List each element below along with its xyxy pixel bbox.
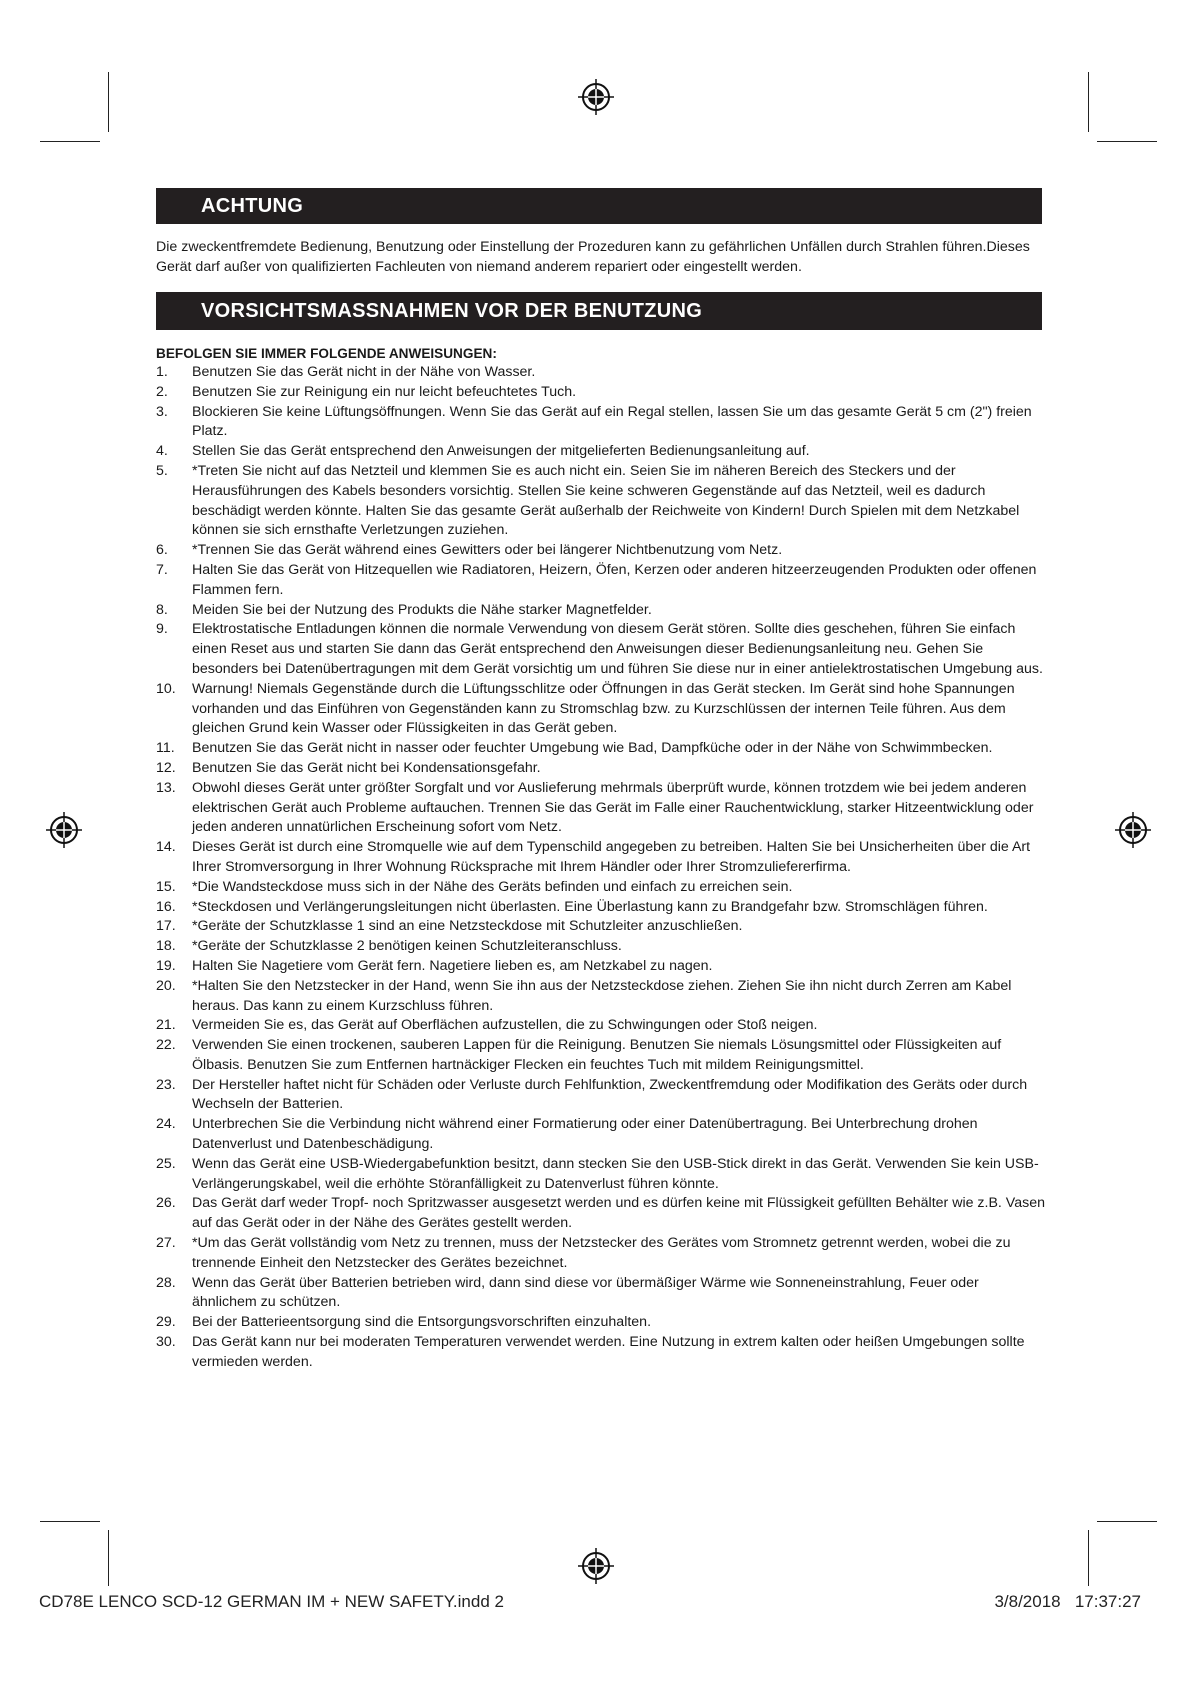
list-item-number: 30.	[156, 1334, 176, 1351]
list-item-text: *Steckdosen und Verlängerungsleitungen nicht überlasten. Eine Überlastung kann zu Brandgefahr bzw. Stromschlägen führen.	[192, 898, 988, 915]
list-item-number: 25.	[156, 1155, 176, 1172]
list-item-number: 19.	[156, 957, 176, 974]
list-item	[156, 977, 1046, 1017]
list-item-number: 16.	[156, 898, 176, 915]
list-item	[156, 462, 1046, 541]
list-item-number: 14.	[156, 839, 176, 856]
list-item-text: *Die Wandsteckdose muss sich in der Nähe des Geräts befinden und einfach zu erreichen sein.	[192, 878, 793, 895]
list-item-text: Halten Sie das Gerät von Hitzequellen wie Radiatoren, Heizern, Öfen, Kerzen oder anderen hitzeerzeugenden Produkten oder offenen Flammen fern.	[192, 561, 1037, 598]
list-item	[156, 838, 1046, 878]
list-item-number: 29.	[156, 1314, 176, 1331]
precautions-list	[156, 363, 1046, 1373]
list-item	[156, 383, 1046, 403]
crop-mark-top-left-vertical	[108, 72, 109, 132]
list-item-text: Halten Sie Nagetiere vom Gerät fern. Nagetiere lieben es, am Netzkabel zu nagen.	[192, 957, 713, 974]
list-item	[156, 1076, 1046, 1116]
precautions-section-title: VORSICHTSMASSNAHMEN VOR DER BENUTZUNG	[156, 292, 1042, 330]
list-item-number: 22.	[156, 1037, 176, 1054]
registration-mark-icon	[576, 77, 616, 117]
list-item-text: Benutzen Sie das Gerät nicht in der Nähe von Wasser.	[192, 364, 536, 380]
list-item	[156, 1036, 1046, 1076]
list-item	[156, 739, 1046, 759]
list-item-text: Obwohl dieses Gerät unter größter Sorgfalt und vor Auslieferung mehrmals überprüft wurde, können trotzdem wie bei jedem anderen elektrischen Gerät auch Probleme auftauchen. Trennen Sie das Gerät im Falle einer Rauchentwicklung, starker Hitzeentwicklung oder jeden anderen unnatürlichen Erscheinung sofort vom Netz.	[192, 779, 1034, 836]
list-item-text: Meiden Sie bei der Nutzung des Produkts die Nähe starker Magnetfelder.	[192, 601, 652, 618]
list-item-number: 3.	[156, 403, 168, 420]
list-item	[156, 898, 1046, 918]
list-item-number: 23.	[156, 1076, 176, 1093]
registration-mark-icon	[576, 1546, 616, 1586]
list-item-text: Bei der Batterieentsorgung sind die Entsorgungsvorschriften einzuhalten.	[192, 1314, 652, 1331]
list-item-number: 6.	[156, 542, 168, 559]
list-item-text: *Geräte der Schutzklasse 2 benötigen keinen Schutzleiteranschluss.	[192, 938, 622, 955]
list-item-number: 2.	[156, 383, 168, 400]
list-item-text: Vermeiden Sie es, das Gerät auf Oberflächen aufzustellen, die zu Schwingungen oder Stoß neigen.	[192, 1017, 818, 1034]
list-item-number: 24.	[156, 1116, 176, 1133]
list-item-number: 11.	[156, 740, 175, 757]
footer-date: 3/8/2018	[994, 1592, 1061, 1611]
crop-mark-bottom-left-vertical	[108, 1530, 109, 1586]
list-item	[156, 442, 1046, 462]
list-item-number: 13.	[156, 779, 176, 796]
list-item-number: 17.	[156, 918, 176, 935]
list-item-text: Das Gerät darf weder Tropf- noch Spritzwasser ausgesetzt werden und es dürfen keine mit Flüssigkeit gefüllten Behälter wie z.B. Vasen auf das Gerät oder in der Nähe des Gerätes gestellt werden.	[192, 1195, 1045, 1232]
list-item	[156, 1333, 1046, 1373]
list-item-number: 15.	[156, 878, 176, 895]
crop-mark-bottom-right-vertical	[1088, 1530, 1089, 1586]
list-item-text: Der Hersteller haftet nicht für Schäden oder Verluste durch Fehlfunktion, Zweckentfremdung oder Modifikation des Geräts oder durch Wechseln der Batterien.	[192, 1076, 1028, 1113]
list-item-text: Dieses Gerät ist durch eine Stromquelle wie auf dem Typenschild angegeben zu betreiben. Halten Sie bei Unsicherheiten über die Art Ihrer Stromversorgung in Ihrer Wohnung Rücksprache mit Ihrem Händler oder Ihrer Stromzuliefererfirma.	[192, 839, 1031, 875]
list-item	[156, 779, 1046, 838]
list-item	[156, 1313, 1046, 1333]
list-item-number: 10.	[156, 680, 176, 697]
list-item-text: Verwenden Sie einen trockenen, sauberen Lappen für die Reinigung. Benutzen Sie niemals Lösungsmittel oder Flüssigkeiten auf Ölbasis. Benutzen Sie zum Entfernen hartnäckiger Flecken ein feuchtes Tuch mit mildem Reinigungsmittel.	[192, 1037, 1002, 1073]
list-item	[156, 1194, 1046, 1234]
list-item	[156, 620, 1046, 679]
list-item-number: 26.	[156, 1195, 176, 1212]
list-item	[156, 917, 1046, 937]
list-item-number: 1.	[156, 364, 168, 380]
list-item	[156, 541, 1046, 561]
list-item-text: Benutzen Sie das Gerät nicht bei Kondensationsgefahr.	[192, 759, 541, 776]
list-item	[156, 601, 1046, 621]
list-item	[156, 759, 1046, 779]
list-item-text: *Halten Sie den Netzstecker in der Hand, wenn Sie ihn aus der Netzsteckdose ziehen. Ziehen Sie ihn nicht durch Zerren am Kabel heraus. Das kann zu einem Kurzschluss führen.	[192, 977, 1012, 1014]
list-item	[156, 1115, 1046, 1155]
list-item-text: Warnung! Niemals Gegenstände durch die Lüftungsschlitze oder Öffnungen in das Gerät stecken. Im Gerät sind hohe Spannungen vorhanden und das Einführen von Gegenständen kann zu Stromschlag bzw. zu Kurzschlüssen der internen Teile führen. Aus dem gleichen Grund kein Wasser oder Flüssigkeiten in das Gerät geben.	[192, 680, 1015, 737]
list-item-text: *Um das Gerät vollständig vom Netz zu trennen, muss der Netzstecker des Gerätes vom Stromnetz getrennt werden, wobei die zu trennende Einheit den Netzstecker des Gerätes bezeichnet.	[192, 1235, 1011, 1271]
precautions-subheading: BEFOLGEN SIE IMMER FOLGENDE ANWEISUNGEN:	[156, 346, 497, 361]
footer-file-slug: CD78E LENCO SCD-12 GERMAN IM + NEW SAFETY.indd 2	[39, 1592, 504, 1611]
list-item-text: Das Gerät kann nur bei moderaten Temperaturen verwendet werden. Eine Nutzung in extrem kalten oder heißen Umgebungen sollte vermieden werden.	[192, 1334, 1025, 1370]
list-item-text: *Treten Sie nicht auf das Netzteil und klemmen Sie es auch nicht ein. Seien Sie im näheren Bereich des Steckers und der Herausführungen des Kabels besonders vorsichtig. Stellen Sie keine schweren Gegenstände auf das Netzteil, weil es dadurch beschädigt werden könnte. Halten Sie das gesamte Gerät außerhalb der Reichweite von Kindern! Durch Spielen mit dem Netzkabel können sie sich ernsthafte Verletzungen zuziehen.	[192, 462, 1020, 539]
list-item-number: 18.	[156, 938, 176, 955]
list-item-number: 5.	[156, 462, 168, 479]
list-item-number: 8.	[156, 601, 168, 618]
list-item-number: 27.	[156, 1235, 176, 1252]
list-item	[156, 878, 1046, 898]
list-item-text: Benutzen Sie das Gerät nicht in nasser oder feuchter Umgebung wie Bad, Dampfküche oder in der Nähe von Schwimmbecken.	[192, 740, 993, 757]
footer-timestamp	[994, 1592, 1141, 1612]
list-item-text: Wenn das Gerät eine USB-Wiedergabefunktion besitzt, dann stecken Sie den USB-Stick direkt in das Gerät. Verwenden Sie kein USB-Verlängerungskabel, weil die erhöhte Störanfälligkeit zu Datenverlust führen könnte.	[192, 1155, 1039, 1192]
list-item-text: Elektrostatische Entladungen können die normale Verwendung von diesem Gerät stören. Sollte dies geschehen, führen Sie einfach einen Reset aus und starten Sie dann das Gerät entsprechend den Anweisungen dieser Bedienungsanleitung neu. Gehen Sie besonders bei Datenübertragungen mit dem Gerät vorsichtig um und führen Sie diese nur in einer antielektrostatischen Umgebung aus.	[192, 621, 1043, 677]
crop-mark-top-left-horizontal	[40, 141, 100, 142]
crop-mark-bottom-left-horizontal	[40, 1521, 100, 1522]
list-item-text: *Trennen Sie das Gerät während eines Gewitters oder bei längerer Nichtbenutzung vom Netz.	[192, 542, 783, 559]
list-item-text: Unterbrechen Sie die Verbindung nicht während einer Formatierung oder einer Datenübertragung. Bei Unterbrechung drohen Datenverlust und Datenbeschädigung.	[192, 1116, 978, 1153]
list-item	[156, 957, 1046, 977]
list-item	[156, 1016, 1046, 1036]
registration-mark-icon	[1113, 810, 1153, 850]
list-item-number: 21.	[156, 1017, 176, 1034]
list-item-number: 20.	[156, 977, 176, 994]
list-item-text: Blockieren Sie keine Lüftungsöffnungen. Wenn Sie das Gerät auf ein Regal stellen, lassen Sie um das gesamte Gerät 5 cm (2") freien Platz.	[192, 403, 1032, 440]
crop-mark-bottom-right-horizontal	[1097, 1521, 1157, 1522]
warning-text: Die zweckentfremdete Bedienung, Benutzung oder Einstellung der Prozeduren kann zu gefährlichen Unfällen durch Strahlen führen.Dieses Gerät darf außer von qualifizierten Fachleuten von niemand anderem repariert oder eingestellt werden.	[156, 239, 1030, 275]
list-item	[156, 403, 1046, 443]
registration-mark-icon	[44, 810, 84, 850]
list-item-text: *Geräte der Schutzklasse 1 sind an eine Netzsteckdose mit Schutzleiter anzuschließen.	[192, 918, 743, 935]
list-item	[156, 680, 1046, 739]
list-item	[156, 561, 1046, 601]
list-item	[156, 1155, 1046, 1195]
footer-time: 17:37:27	[1074, 1592, 1141, 1611]
list-item	[156, 1234, 1046, 1274]
list-item-text: Wenn das Gerät über Batterien betrieben wird, dann sind diese vor übermäßiger Wärme wie Sonneneinstrahlung, Feuer oder ähnlichem zu schützen.	[192, 1274, 979, 1311]
list-item	[156, 363, 1046, 383]
warning-section-title: ACHTUNG	[156, 188, 1042, 224]
list-item-number: 9.	[156, 621, 168, 638]
list-item	[156, 1274, 1046, 1314]
crop-mark-top-right-vertical	[1088, 72, 1089, 132]
list-item-number: 7.	[156, 561, 168, 578]
list-item-number: 4.	[156, 443, 168, 460]
list-item-number: 12.	[156, 759, 176, 776]
list-item	[156, 937, 1046, 957]
crop-mark-top-right-horizontal	[1097, 141, 1157, 142]
list-item-text: Benutzen Sie zur Reinigung ein nur leicht befeuchtetes Tuch.	[192, 383, 577, 400]
list-item-text: Stellen Sie das Gerät entsprechend den Anweisungen der mitgelieferten Bedienungsanleitung auf.	[192, 443, 810, 460]
list-item-number: 28.	[156, 1274, 176, 1291]
